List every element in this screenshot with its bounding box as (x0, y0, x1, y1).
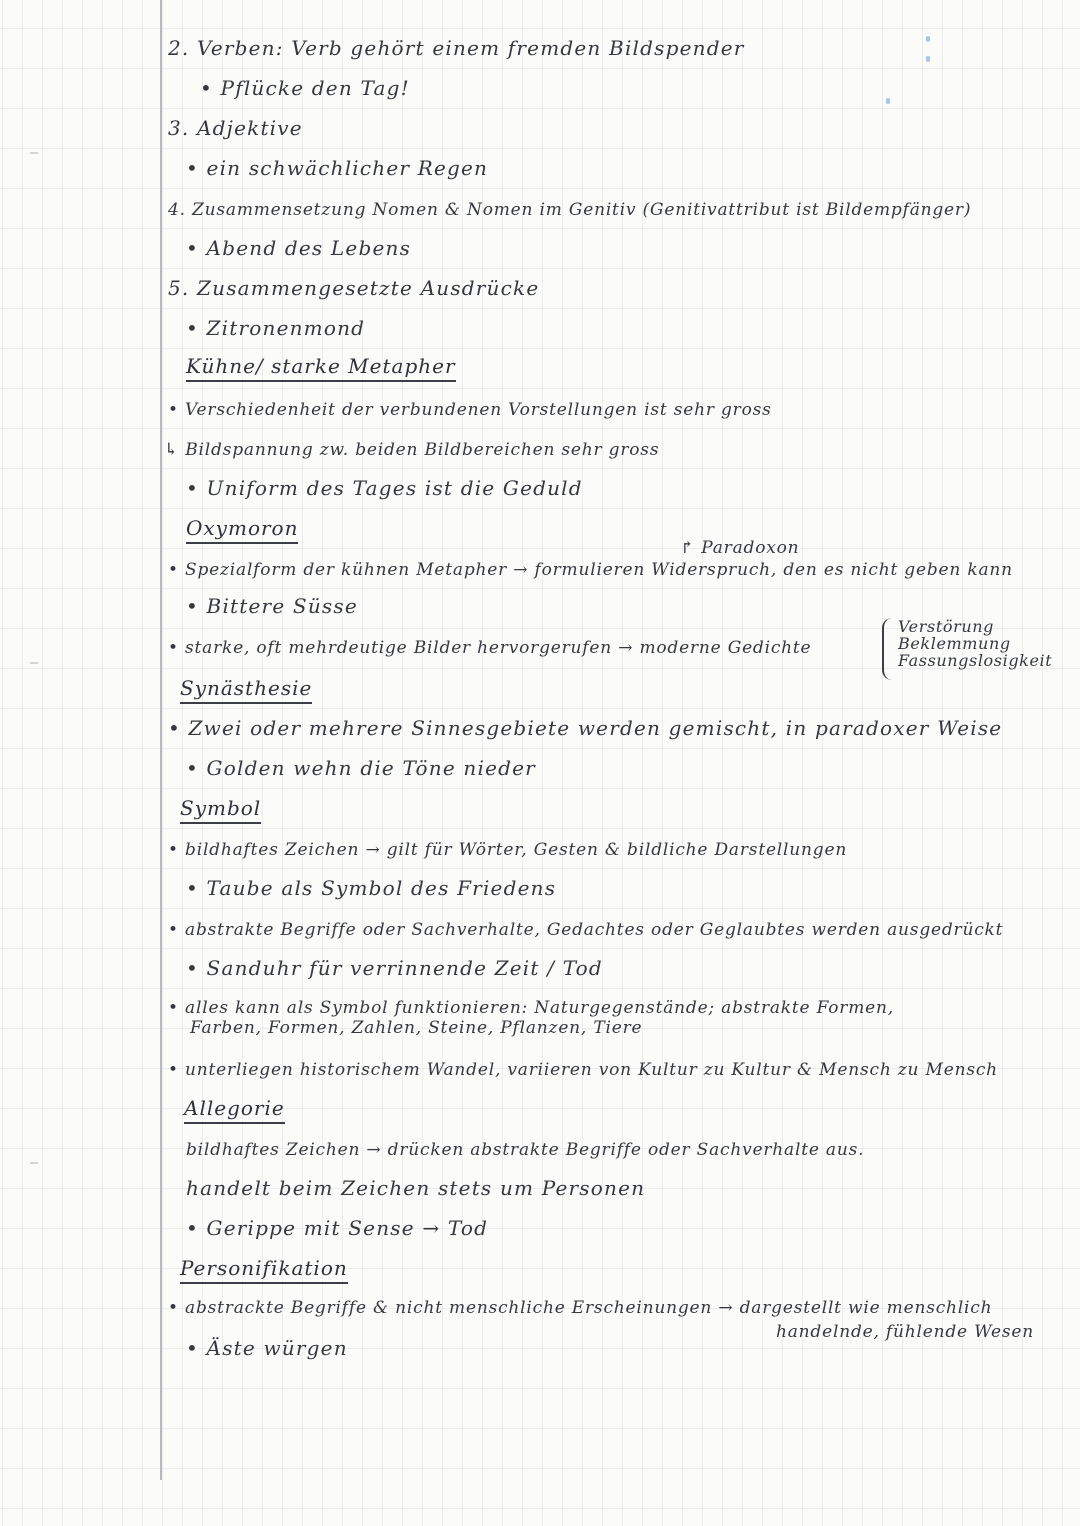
note-line: • Spezialform der kühnen Metapher → formulieren Widerspruch, den es nicht geben kann (168, 560, 1013, 580)
note-line: • alles kann als Symbol funktionieren: Naturgegenstände; abstrakte Formen, (168, 998, 894, 1018)
note-line: 5. Zusammengesetzte Ausdrücke (168, 276, 540, 300)
example-line: • Abend des Lebens (186, 236, 412, 260)
page-mark (30, 1162, 38, 1164)
page-mark (30, 662, 38, 664)
note-line: • starke, oft mehrdeutige Bilder hervorgerufen → moderne Gedichte (168, 638, 812, 658)
example-line: • Golden wehn die Töne nieder (186, 756, 536, 780)
note-line: ↳ Bildspannung zw. beiden Bildbereichen sehr gross (164, 440, 660, 460)
example-line: • ein schwächlicher Regen (186, 156, 489, 180)
section-heading-synaesthesie: Synästhesie (180, 676, 312, 704)
example-line: • Pflücke den Tag! (200, 76, 410, 100)
curly-brace (882, 618, 894, 680)
note-line: Farben, Formen, Zahlen, Steine, Pflanzen, Tiere (190, 1018, 643, 1038)
brace-item: Beklemmung (898, 634, 1011, 653)
note-line: • bildhaftes Zeichen → gilt für Wörter, Gesten & bildliche Darstellungen (168, 840, 848, 860)
note-line: • Verschiedenheit der verbundenen Vorstellungen ist sehr gross (168, 400, 772, 420)
annotation-note: ↱ Paradoxon (680, 538, 800, 558)
note-line: 4. Zusammensetzung Nomen & Nomen im Genitiv (Genitivattribut ist Bildempfänger) (168, 200, 972, 220)
note-line: • abstrackte Begriffe & nicht menschliche Erscheinungen → dargestellt wie menschlich (168, 1298, 993, 1318)
example-line: • Gerippe mit Sense → Tod (186, 1216, 489, 1240)
note-line: 3. Adjektive (168, 116, 303, 140)
note-line: • unterliegen historischem Wandel, variieren von Kultur zu Kultur & Mensch zu Mensch (168, 1060, 998, 1080)
example-line: • Äste würgen (186, 1336, 348, 1360)
section-heading-personifikation: Personifikation (180, 1256, 348, 1284)
section-heading-allegorie: Allegorie (184, 1096, 285, 1124)
example-line: • Bittere Süsse (186, 594, 358, 618)
example-line: • Sanduhr für verrinnende Zeit / Tod (186, 956, 603, 980)
note-line: • Zwei oder mehrere Sinnesgebiete werden gemischt, in paradoxer Weise (168, 716, 1003, 740)
example-line: • Taube als Symbol des Friedens (186, 876, 557, 900)
brace-item: Verstörung (898, 617, 994, 636)
note-line: 2. Verben: Verb gehört einem fremden Bildspender (168, 36, 745, 60)
ink-dot (886, 98, 890, 104)
note-line: handelt beim Zeichen stets um Personen (186, 1176, 646, 1200)
brace-item: Fassungslosigkeit (898, 651, 1053, 670)
section-heading-oxymoron: Oxymoron (186, 516, 298, 544)
ink-dot (926, 36, 930, 42)
example-line: • Uniform des Tages ist die Geduld (186, 476, 583, 500)
margin-line (160, 0, 162, 1480)
section-heading-kuehne-metapher: Kühne/ starke Metapher (186, 354, 456, 382)
note-line: • abstrakte Begriffe oder Sachverhalte, Gedachtes oder Geglaubtes werden ausgedrückt (168, 920, 1004, 940)
note-line: handelnde, fühlende Wesen (776, 1322, 1034, 1342)
page-mark (30, 152, 38, 154)
example-line: • Zitronenmond (186, 316, 366, 340)
ink-dot (926, 56, 930, 62)
note-line: bildhaftes Zeichen → drücken abstrakte Begriffe oder Sachverhalte aus. (186, 1140, 865, 1160)
section-heading-symbol: Symbol (180, 796, 261, 824)
brace-list (898, 618, 1052, 669)
